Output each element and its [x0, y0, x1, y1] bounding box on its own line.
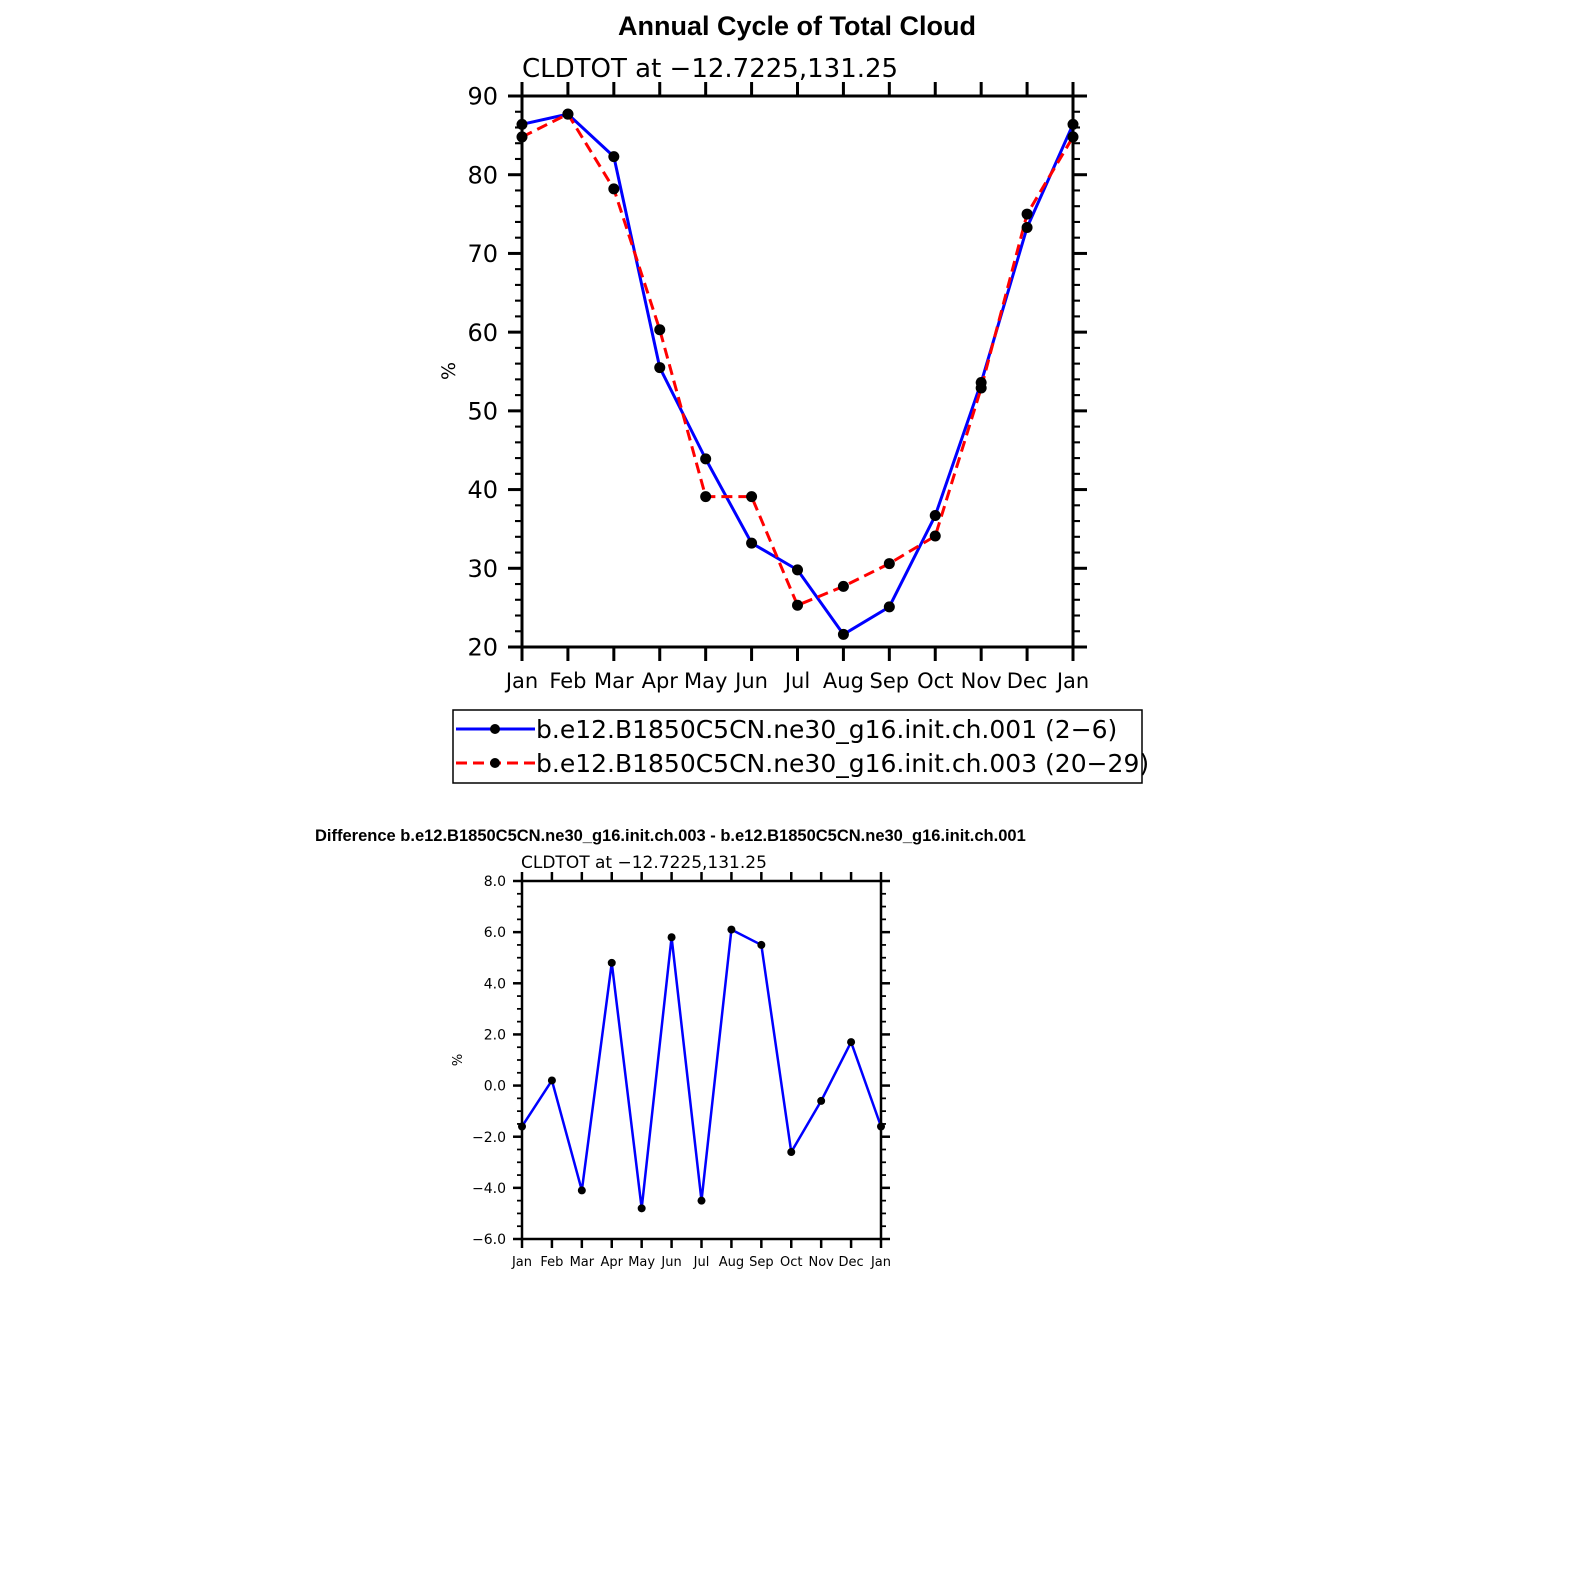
x-tick-label: Nov — [960, 669, 1002, 693]
series-1-point — [608, 183, 619, 194]
diff-chart-title: Difference b.e12.B1850C5CN.ne30_g16.init.ch.003 - b.e12.B1850C5CN.ne30_g16.init.ch.001 — [315, 827, 1026, 845]
series-0-point — [548, 1076, 556, 1084]
x-tick-label: Mar — [594, 669, 634, 693]
legend-label-ch001: b.e12.B1850C5CN.ne30_g16.init.ch.001 (2−6) — [536, 715, 1118, 744]
x-tick-label: Feb — [540, 1255, 564, 1270]
legend-entry-ch001 — [456, 715, 1117, 744]
series-0-point — [700, 453, 711, 464]
x-tick-label: Mar — [569, 1255, 595, 1270]
series-1-point — [700, 491, 711, 502]
x-tick-label: Jan — [505, 669, 539, 693]
y-tick-label: 4.0 — [483, 976, 506, 993]
legend-entry-ch003 — [456, 749, 1149, 778]
difference-chart — [315, 827, 1026, 1270]
series-0-point — [847, 1038, 855, 1046]
chart-title: Annual Cycle of Total Cloud — [617, 11, 977, 41]
legend-label-ch003: b.e12.B1850C5CN.ne30_g16.init.ch.003 (20−29) — [536, 749, 1150, 778]
x-tick-label: Jun — [661, 1255, 682, 1270]
series-1-point — [930, 531, 941, 542]
diff-x-tick-labels — [511, 1255, 891, 1270]
y-tick-label: 20 — [467, 633, 498, 662]
x-tick-label: Oct — [780, 1255, 803, 1270]
x-tick-label: Sep — [749, 1255, 774, 1270]
series-line-0 — [522, 114, 1073, 634]
series-1-point — [654, 324, 665, 335]
series-0-point — [817, 1097, 825, 1105]
y-tick-label: 80 — [467, 161, 498, 190]
series-0-point — [930, 510, 941, 521]
y-tick-label: −6.0 — [472, 1232, 506, 1249]
legend-marker-ch001 — [490, 724, 500, 734]
diff-y-axis-label: % — [451, 1053, 466, 1067]
series-1-point — [838, 581, 849, 592]
x-tick-label: Jan — [511, 1255, 533, 1270]
series-1-point — [884, 558, 895, 569]
x-tick-label: Dec — [838, 1255, 864, 1270]
x-tick-labels — [504, 669, 1089, 693]
series-0-point — [668, 933, 676, 941]
x-tick-label: Dec — [1006, 669, 1048, 693]
series-0-point — [578, 1186, 586, 1194]
x-tick-label: Jan — [870, 1255, 892, 1270]
y-tick-label: 0.0 — [483, 1078, 506, 1095]
y-tick-label: 70 — [467, 240, 498, 269]
series-0-point — [838, 629, 849, 640]
diff-plot-frame — [522, 881, 881, 1239]
x-tick-label: Nov — [808, 1255, 834, 1270]
x-tick-label: Aug — [822, 669, 864, 693]
y-tick-label: 6.0 — [483, 925, 506, 942]
x-tick-label: Feb — [549, 669, 587, 693]
series-1-point — [1022, 209, 1033, 220]
y-tick-label: 90 — [467, 82, 498, 111]
y-tick-label: 30 — [467, 554, 498, 583]
series-0-point — [757, 941, 765, 949]
x-tick-label: Oct — [917, 669, 954, 693]
series-0-point — [638, 1204, 646, 1212]
series-0-point — [787, 1148, 795, 1156]
plot-series — [517, 109, 1079, 640]
legend-marker-ch003 — [490, 758, 500, 768]
y-tick-label: 50 — [467, 397, 498, 426]
series-1-point — [562, 109, 573, 120]
series-line-1 — [522, 114, 1073, 605]
diff-y-tick-labels — [472, 874, 506, 1248]
series-0-point — [1022, 222, 1033, 233]
series-0-point — [654, 362, 665, 373]
x-tick-label: Aug — [718, 1255, 745, 1270]
x-tick-label: Jul — [784, 669, 811, 693]
legend — [453, 710, 1149, 783]
series-0-point — [792, 564, 803, 575]
y-tick-label: 2.0 — [483, 1027, 506, 1044]
diff-plot-series — [518, 926, 885, 1213]
x-tick-label: Jun — [735, 669, 768, 693]
series-1-point — [792, 600, 803, 611]
y-tick-label: 60 — [467, 318, 498, 347]
series-0-point — [727, 926, 735, 934]
x-tick-label: Apr — [641, 669, 678, 693]
plot-frame — [522, 96, 1073, 647]
x-tick-label: Jan — [1056, 669, 1090, 693]
chart-subtitle: CLDTOT at −12.7225,131.25 — [522, 54, 899, 84]
series-0-point — [608, 959, 616, 967]
series-1-point — [976, 383, 987, 394]
x-tick-label: May — [628, 1255, 656, 1270]
x-tick-label: May — [683, 669, 728, 693]
series-line-0 — [522, 930, 881, 1209]
series-0-point — [608, 151, 619, 162]
series-0-point — [884, 601, 895, 612]
y-axis-label: % — [438, 361, 460, 381]
y-tick-label: 8.0 — [483, 874, 506, 891]
series-0-point — [746, 538, 757, 549]
y-tick-labels — [467, 83, 498, 662]
diff-chart-subtitle: CLDTOT at −12.7225,131.25 — [521, 853, 767, 873]
x-tick-label: Sep — [869, 669, 910, 693]
y-tick-label: 40 — [467, 476, 498, 505]
x-tick-label: Jul — [693, 1255, 710, 1270]
series-0-point — [698, 1197, 706, 1205]
series-1-point — [746, 491, 757, 502]
y-tick-label: −2.0 — [472, 1129, 506, 1146]
annual-cycle-chart — [438, 11, 1089, 693]
x-tick-label: Apr — [600, 1255, 623, 1270]
y-tick-label: −4.0 — [472, 1180, 506, 1197]
